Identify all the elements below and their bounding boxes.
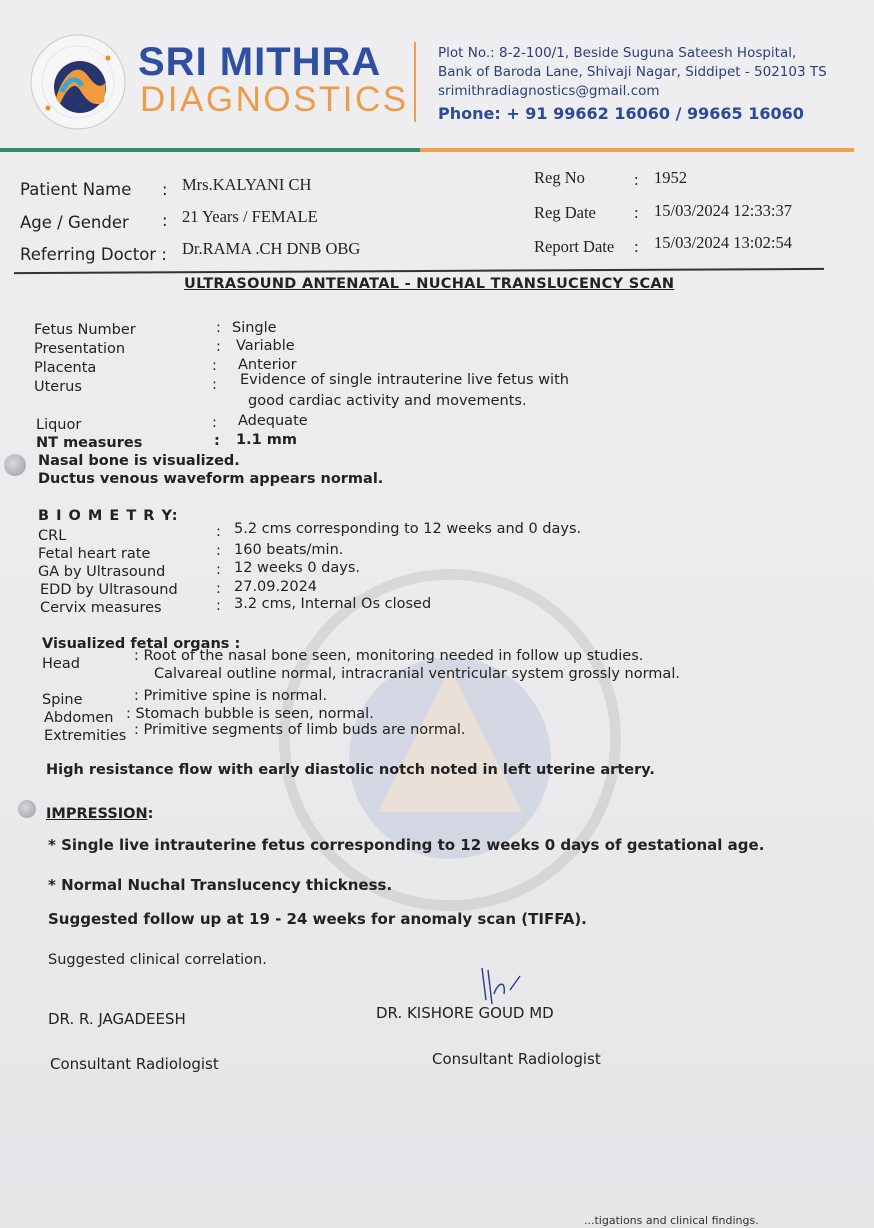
impression-item-2: * Normal Nuchal Translucency thickness.	[48, 876, 393, 894]
organ-value-extremities: : Primitive segments of limb buds are normal.	[134, 722, 466, 738]
report-date-value: 15/03/2024 13:02:54	[654, 233, 792, 252]
ductus-note: Ductus venous waveform appears normal.	[38, 471, 384, 487]
finding-value-cont: good cardiac activity and movements.	[248, 393, 527, 409]
colon: :	[634, 203, 639, 222]
colon: :	[162, 211, 168, 230]
organ-label-abdomen: Abdomen	[44, 710, 114, 726]
biometry-value: 160 beats/min.	[234, 542, 344, 558]
brand-name: SRI MITHRA	[138, 40, 382, 84]
organ-label-extremities: Extremities	[44, 728, 127, 744]
colon: :	[212, 358, 217, 374]
email: srimithradiagnostics@gmail.com	[438, 83, 660, 99]
age-gender-value: 21 Years / FEMALE	[182, 207, 318, 226]
referring-doctor-label: Referring Doctor :	[20, 245, 167, 264]
nt-label: NT measures	[36, 435, 143, 451]
reg-no-label: Reg No	[534, 168, 585, 187]
organs-heading: Visualized fetal organs :	[42, 636, 241, 652]
biometry-value: 27.09.2024	[234, 579, 318, 595]
brand-subtitle: DIAGNOSTICS	[140, 80, 409, 119]
colon: :	[216, 581, 221, 597]
address-line-1: Plot No.: 8-2-100/1, Beside Suguna Sateesh Hospital,	[438, 45, 797, 61]
finding-value: Evidence of single intrauterine live fetus with	[240, 372, 569, 388]
footer-note-fragment: ...tigations and clinical findings.	[584, 1214, 759, 1227]
colon: :	[216, 543, 221, 559]
finding-label: Liquor	[36, 417, 82, 433]
reg-date-value: 15/03/2024 12:33:37	[654, 201, 792, 220]
impression-heading-text: IMPRESSION	[46, 806, 148, 822]
report-title: ULTRASOUND ANTENATAL - NUCHAL TRANSLUCENCY SCAN	[184, 276, 675, 292]
finding-label: Uterus	[34, 379, 82, 395]
colon: :	[216, 562, 221, 578]
colon: :	[216, 339, 221, 355]
left-doctor-title: Consultant Radiologist	[50, 1055, 219, 1073]
uterine-artery-note: High resistance flow with early diastolic notch noted in left uterine artery.	[46, 762, 655, 778]
biometry-value: 3.2 cms, Internal Os closed	[234, 596, 432, 612]
finding-value: Single	[232, 320, 277, 336]
colon: :	[634, 237, 639, 256]
report-date-label: Report Date	[534, 237, 615, 256]
colon: :	[214, 433, 220, 449]
patient-name-label: Patient Name	[20, 180, 132, 199]
divider-rule	[14, 268, 824, 274]
organ-value-head: : Root of the nasal bone seen, monitoring needed in follow up studies.	[134, 648, 644, 664]
nt-value: 1.1 mm	[236, 432, 297, 448]
biometry-label: GA by Ultrasound	[38, 564, 166, 580]
follow-up-note: Suggested follow up at 19 - 24 weeks for anomaly scan (TIFFA).	[48, 910, 587, 928]
colon: :	[212, 377, 217, 393]
organ-label-spine: Spine	[42, 692, 83, 708]
biometry-label: CRL	[38, 528, 67, 544]
reg-date-label: Reg Date	[534, 203, 596, 222]
address-line-2: Bank of Baroda Lane, Shivaji Nagar, Siddipet - 502103 TS	[438, 64, 827, 80]
organ-label-head: Head	[42, 656, 80, 672]
impression-heading	[46, 806, 153, 822]
header-divider	[414, 42, 416, 122]
right-doctor-name: DR. KISHORE GOUD MD	[376, 1004, 554, 1022]
biometry-label: Cervix measures	[40, 600, 162, 616]
patient-name-value: Mrs.KALYANI CH	[182, 175, 312, 194]
impression-item-1: * Single live intrauterine fetus corresponding to 12 weeks 0 days of gestational age.	[48, 836, 765, 854]
biometry-value: 5.2 cms corresponding to 12 weeks and 0 days.	[234, 521, 582, 537]
colon: :	[634, 170, 639, 189]
colon: :	[162, 180, 168, 199]
colon: :	[216, 320, 221, 336]
clinical-correlation-note: Suggested clinical correlation.	[48, 952, 267, 968]
organ-value-head-cont: Calvareal outline normal, intracranial ventricular system grossly normal.	[154, 666, 680, 682]
watermark-logo	[270, 560, 630, 920]
colon: :	[216, 524, 221, 540]
header-bar-orange	[420, 148, 854, 152]
right-doctor-title: Consultant Radiologist	[432, 1050, 601, 1068]
biometry-label: Fetal heart rate	[38, 546, 151, 562]
nasal-bone-note: Nasal bone is visualized.	[38, 453, 240, 469]
punch-hole	[18, 800, 36, 818]
header-bar-green	[0, 148, 420, 152]
reg-no-value: 1952	[654, 168, 687, 187]
impression-colon: :	[147, 806, 154, 822]
biometry-value: 12 weeks 0 days.	[234, 560, 360, 576]
phone: Phone: + 91 99662 16060 / 99665 16060	[438, 104, 804, 123]
biometry-label: EDD by Ultrasound	[40, 582, 178, 598]
organ-value-spine: : Primitive spine is normal.	[134, 688, 328, 704]
organ-value-abdomen: : Stomach bubble is seen, normal.	[126, 706, 374, 722]
age-gender-label: Age / Gender	[20, 213, 129, 232]
punch-hole	[4, 454, 26, 476]
finding-label: Presentation	[34, 341, 126, 357]
finding-label: Fetus Number	[34, 322, 136, 338]
left-doctor-name: DR. R. JAGADEESH	[48, 1010, 186, 1028]
biometry-heading: B I O M E T R Y:	[38, 508, 179, 524]
finding-value: Adequate	[238, 413, 308, 429]
finding-label: Placenta	[34, 360, 97, 376]
brand-logo	[28, 32, 128, 132]
finding-value: Anterior	[238, 357, 297, 373]
referring-doctor-value: Dr.RAMA .CH DNB OBG	[182, 239, 361, 258]
colon: :	[216, 598, 221, 614]
colon: :	[212, 415, 217, 431]
finding-value: Variable	[236, 338, 295, 354]
